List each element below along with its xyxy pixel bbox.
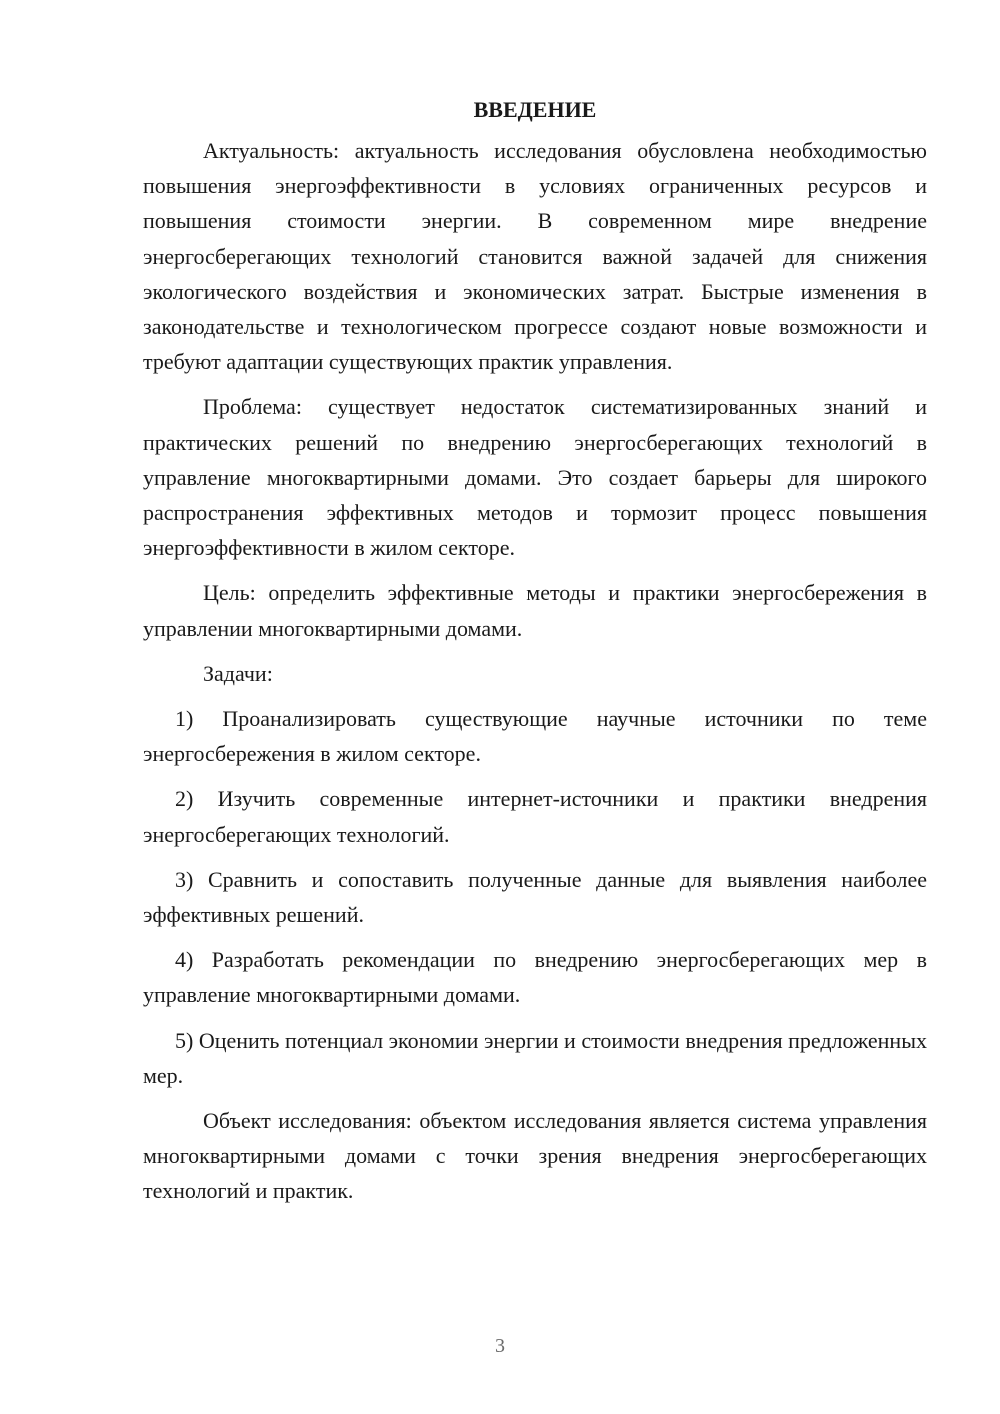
- task-item-4: 4) Разработать рекомендации по внедрению энергосберегающих мер в управление многоквартирными домами.: [143, 947, 927, 1008]
- goal-paragraph: Цель: определить эффективные методы и практики энергосбережения в управлении многоквартирными домами.: [143, 580, 927, 641]
- task-item-2: 2) Изучить современные интернет-источники и практики внедрения энергосберегающих технологий.: [143, 786, 927, 847]
- page-number: 3: [495, 1335, 505, 1357]
- task-item-1: 1) Проанализировать существующие научные источники по теме энергосбережения в жилом секторе.: [143, 706, 927, 767]
- relevance-paragraph: Актуальность: актуальность исследования обусловлена необходимостью повышения энергоэффективности в условиях ограниченных ресурсов и повышения стоимости энергии. В современном мире внедрение энергосберегающих технологий становится важной задачей для снижения экологического воздействия и экономических затрат. Быстрые изменения в законодательстве и технологическом прогрессе создают новые возможности и требуют адаптации существующих практик управления.: [143, 138, 927, 375]
- section-title: ВВЕДЕНИЕ: [473, 97, 597, 122]
- task-item-3: 3) Сравнить и сопоставить полученные данные для выявления наиболее эффективных решений.: [143, 866, 927, 928]
- page-content: [143, 94, 927, 1219]
- problem-paragraph: Проблема: существует недостаток систематизированных знаний и практических решений по внедрению энергосберегающих технологий в управление многоквартирными домами. Это создает барьеры для широкого распространения эффективных методов и тормозит процесс повышения энергоэффективности в жилом секторе.: [143, 394, 927, 561]
- task-item-5: 5) Оценить потенциал экономии энергии и стоимости внедрения предложенных мер.: [143, 1027, 927, 1088]
- tasks-heading: Задачи:: [203, 660, 273, 686]
- object-paragraph: Объект исследования: объектом исследования является система управления многоквартирными домами с точки зрения внедрения энергосберегающих технологий и практик.: [143, 1108, 927, 1204]
